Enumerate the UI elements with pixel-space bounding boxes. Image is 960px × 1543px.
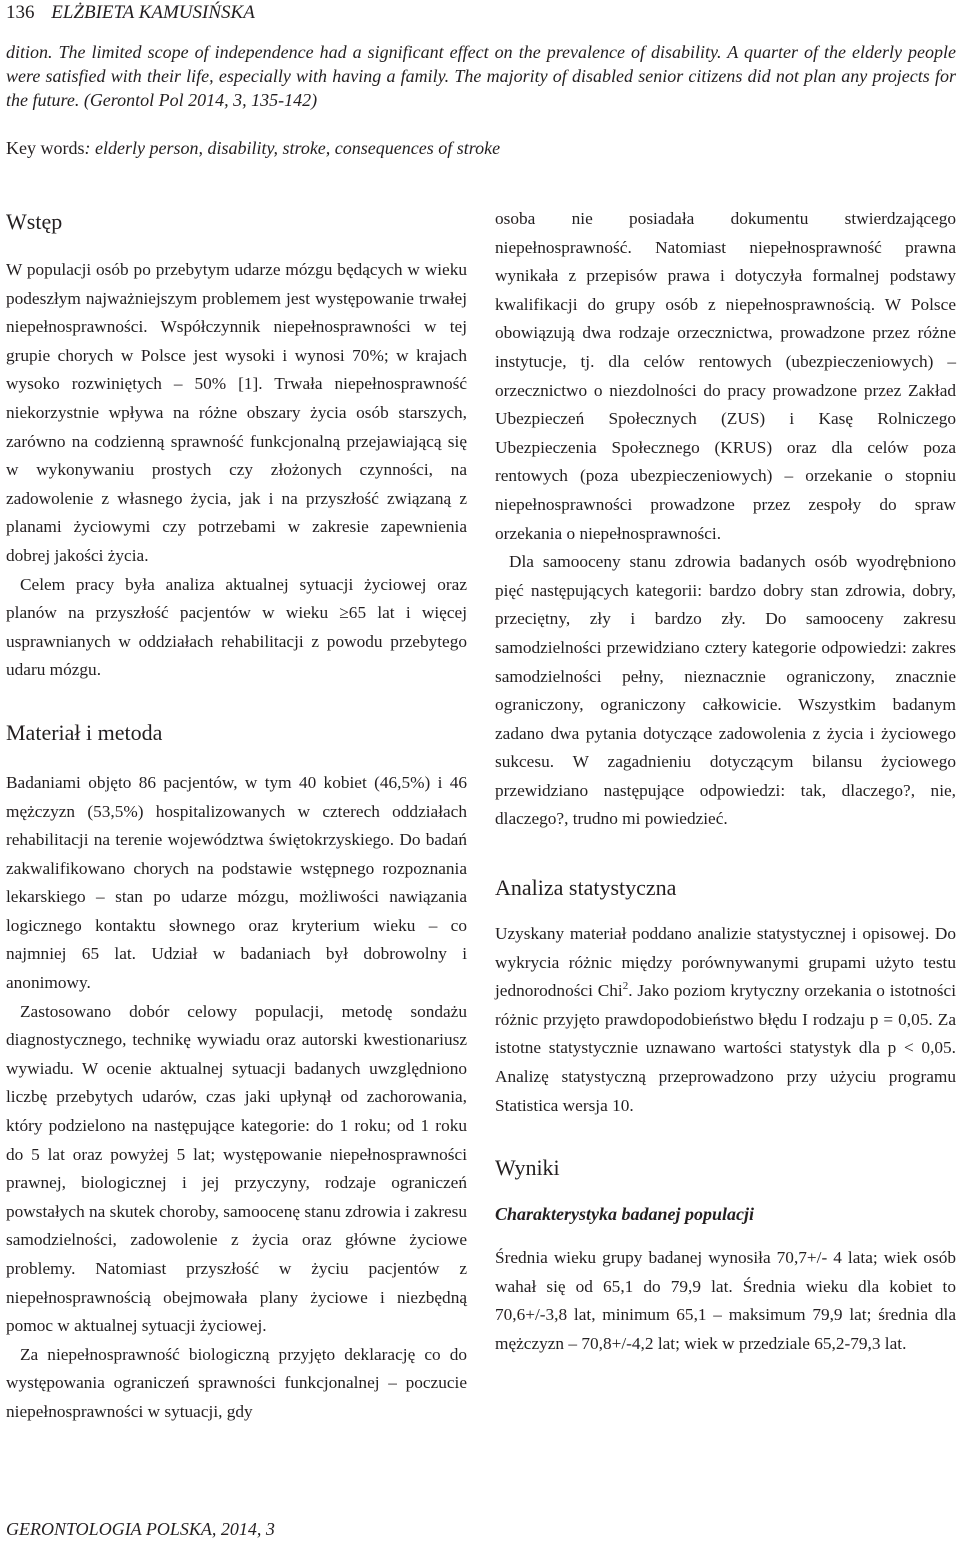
section-title-stats: Analiza statystyczna <box>495 875 677 901</box>
methods-paragraph-4: Dla samooceny stanu zdrowia badanych osób wyodrębniono pięć następujących kategorii: bardzo dobry stan zdrowia, dobry, przeciętny, zły i bardzo zły. Do samooceny zakresu samodzielności przewidziano cztery kategorie odpowiedzi: zakres samodzielności pełny, nieznacznie ograniczony, znacznie ograniczony, ograniczony całkowicie. Wszystkim badanym zadano dwa pytania dotyczące zadowolenia z życia i życiowego sukcesu. W zagadnieniu dotyczącym bilansu życiowego przewidziano następujące odpowiedzi: tak, dlaczego?, nie, dlaczego?, trudno mi powiedzieć. <box>495 552 956 829</box>
methods-paragraph-3-continued: osoba nie posiadała dokumentu stwierdzającego niepełnosprawność. Natomiast niepełnosprawność prawna wynikała z przepisów prawa i dotyczyła formalnej podstawy kwalifikacji do grupy osób z niepełnosprawnością. W Polsce obowiązują dwa rodzaje orzecznictwa, prowadzone przez różne instytucje, tj. dla celów rentowych (ubezpieczeniowych) – orzecznictwo o niezdolności do pracy prowadzone przez Zakład Ubezpieczeń Społecznych (ZUS) i Kasę Rolniczego Ubezpieczenia Społecznego (KRUS) oraz dla celów poza rentowych (poza ubezpieczeniowych) – orzekanie o stopniu niepełnosprawności prowadzone przez zespoły do spraw orzekania o niepełnosprawności. <box>495 209 956 543</box>
running-head <box>6 0 255 26</box>
keywords <box>6 136 956 160</box>
abstract-end: dition. The limited scope of independence had a significant effect on the prevalence of disability. A quarter of the elderly people were satisfied with their life, especially with having a family. The majority of disabled senior citizens did not plan any projects for the future. (Gerontol Pol 2014, 3, 135-142) <box>6 42 956 110</box>
section-title-results: Wyniki <box>495 1155 560 1181</box>
intro-paragraph-2: Celem pracy była analiza aktualnej sytuacji życiowej oraz planów na przyszłość pacjentów w wieku ≥65 lat i więcej usprawnianych w oddziałach rehabilitacji z powodu przebytego udaru mózgu. <box>6 574 467 680</box>
stats-paragraph-1 <box>495 920 956 1120</box>
intro-paragraph-1: W populacji osób po przebytym udarze mózgu będących w wieku podeszłym najważniejszym problemem jest występowanie trwałej niepełnosprawności. Współczynnik niepełnosprawności w tej grupie chorych w Polsce jest wysoki i wynosi 70%; w krajach wysoko rozwiniętych – 50% [1]. Trwała niepełnosprawność niekorzystnie wpływa na różne obszary życia osób starszych, zarówno na codzienną sprawność funkcjonalną przejawiającą się w wykonywaniu prostych czy złożonych czynności, na zadowolenie z własnego życia, jak i na przyszłość związaną z planami życiowymi czy potrzebami w zakresie zapewnienia dobrej jakości życia. <box>6 260 467 565</box>
running-head-author: ELŻBIETA KAMUSIŃSKA <box>51 2 255 23</box>
page-number: 136 <box>6 2 35 23</box>
chi-superscript: 2 <box>622 980 629 993</box>
section-title-intro: Wstęp <box>6 209 63 234</box>
subsection-title-population: Charakterystyka badanej populacji <box>495 1204 755 1225</box>
keywords-label: Key words <box>6 138 85 158</box>
left-column <box>6 208 467 1427</box>
methods-paragraph-3: Za niepełnosprawność biologiczną przyjęto deklarację co do występowania ograniczeń sprawności funkcjonalnej – poczucie niepełnosprawności w sytuacji, gdy <box>6 1344 467 1421</box>
results-paragraph-1: Średnia wieku grupy badanej wynosiła 70,7+/- 4 lata; wiek osób wahał się od 65,1 do 79,9 lat. Średnia wieku dla kobiet to 70,6+/-3,8 lat, minimum 65,1 – maksimum 79,9 lat; średnia dla mężczyzn – 70,8+/-4,2 lat; wiek w przedziale 65,2-79,3 lat. <box>495 1248 956 1353</box>
keywords-text: : elderly person, disability, stroke, consequences of stroke <box>84 138 501 158</box>
section-title-methods: Materiał i metoda <box>6 719 163 745</box>
methods-paragraph-1: Badaniami objęto 86 pacjentów, w tym 40 kobiet (46,5%) i 46 mężczyzn (53,5%) hospitalizowanych w czterech oddziałach rehabilitacji na terenie województwa świętokrzyskiego. Do badań zakwalifikowano chorych na podstawie wstępnego rozpoznania lekarskiego – stan po udarze mózgu, możliwości nawiązania logicznego kontaktu słownego oraz kryterium wieku – co najmniej 65 lat. Udział w badaniach był dobrowolny i anonimowy. <box>6 772 467 993</box>
stats-text-a: Uzyskany materiał poddano analizie statystycznej i opisowej. Do wykrycia różnic między porównywanymi grupami użyto testu jednorodności Chi <box>495 924 956 1001</box>
stats-text-b: . Jako poziom krytyczny orzekania o istotności różnic przyjęto prawdopodobieństwo błędu I rodzaju p = 0,05. Za istotne statystycznie uznawano wartości statystyk dla p < 0,05. Analizę statystyczną przeprowadzono przy użyciu programu Statistica wersja 10. <box>495 981 956 1115</box>
right-column <box>495 205 956 1359</box>
methods-paragraph-2: Zastosowano dobór celowy populacji, metodę sondażu diagnostycznego, technikę wywiadu oraz autorski kwestionariusz wywiadu. W ocenie aktualnej sytuacji badanych uwzględniono liczbę przebytych udarów, czas jaki upłynął od zachorowania, który podzielono na następujące kategorie: do 1 roku; od 1 roku do 5 lat oraz powyżej 5 lat; występowanie niepełnosprawności prawnej, biologicznej i jej przyczyny, rodzaje ograniczeń powstałych na skutek choroby, samoocenę stanu zdrowia i zakresu samodzielności, zadowolenie z życia oraz główne życiowe problemy. Natomiast przyszłość w życiu pacjentów z niepełnosprawnością obejmowała plany życiowe i niezbędną pomoc w aktualnej sytuacji życiowej. <box>6 1001 468 1336</box>
footer-journal: GERONTOLOGIA POLSKA, 2014, 3 <box>6 1519 275 1539</box>
